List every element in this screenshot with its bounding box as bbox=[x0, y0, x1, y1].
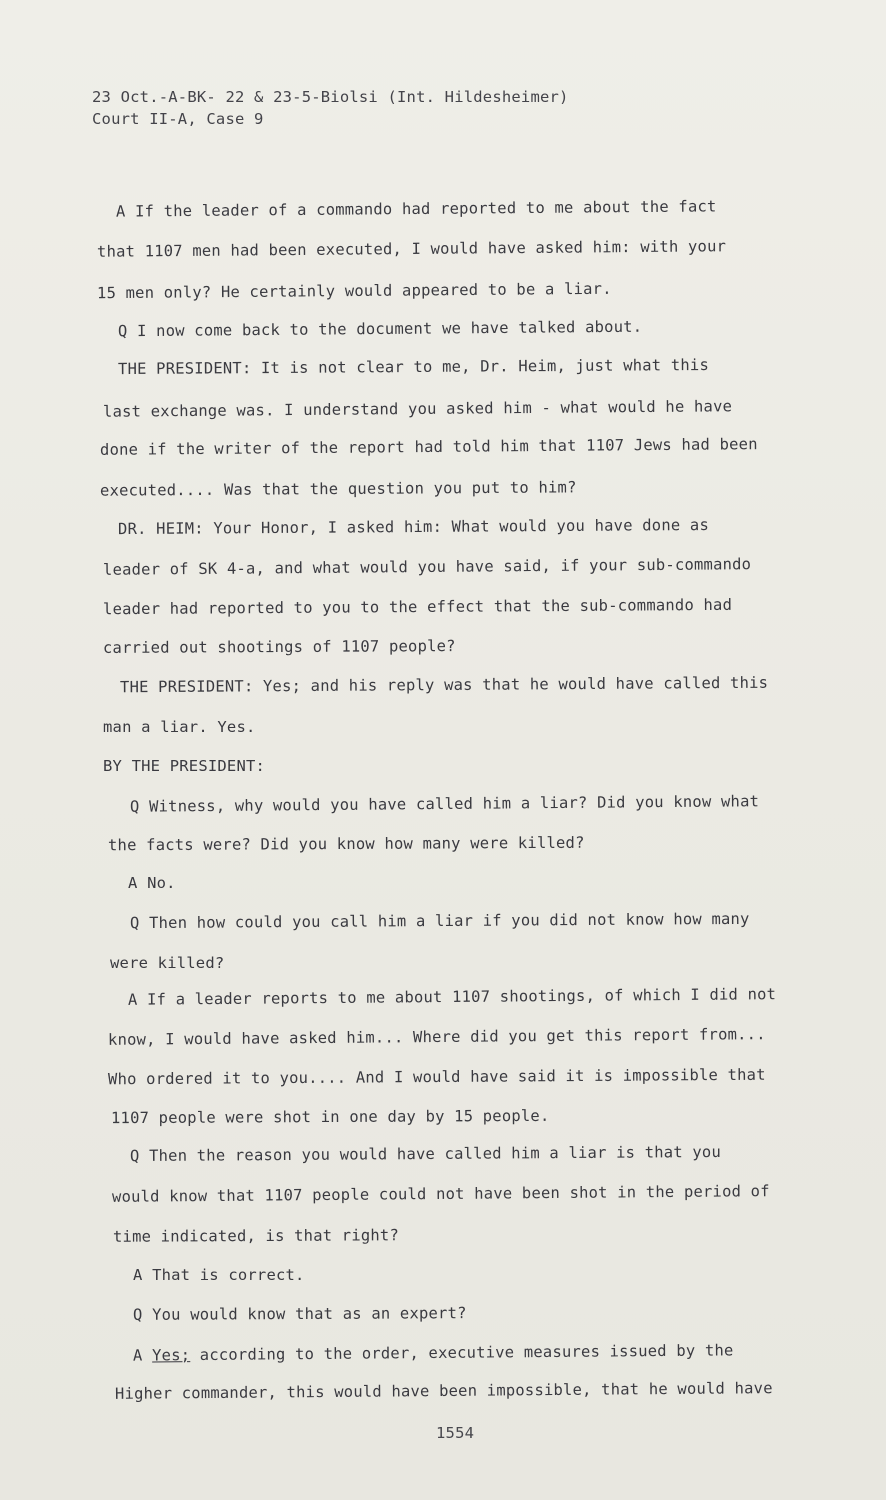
transcript-line: Who ordered it to you.... And I would have said it is impossible that bbox=[107, 1065, 766, 1089]
transcript-line: leader had reported to you to the effect that the sub-commando had bbox=[102, 595, 733, 619]
transcript-line: last exchange was. I understand you asked him - what would he have bbox=[102, 397, 733, 421]
transcript-line: leader of SK 4-a, and what would you have said, if your sub-commando bbox=[102, 555, 752, 579]
transcript-line: THE PRESIDENT: Yes; and his reply was that he would have called this bbox=[119, 673, 769, 697]
page-number: 1554 bbox=[436, 1424, 475, 1442]
transcript-line: man a liar. Yes. bbox=[103, 718, 256, 736]
transcript-line: A No. bbox=[128, 874, 176, 892]
answer-marker: A bbox=[132, 1346, 153, 1365]
transcript-line: Higher commander, this would have been impossible, that he would have bbox=[114, 1379, 773, 1403]
transcript-line: Q I now come back to the document we have talked about. bbox=[117, 317, 643, 341]
transcript-line: A That is correct. bbox=[133, 1266, 305, 1284]
transcript-line: know, I would have asked him... Where did you get this report from... bbox=[107, 1025, 766, 1049]
transcript-line: Q Then the reason you would have called him a liar is that you bbox=[129, 1142, 722, 1166]
transcript-line: carried out shootings of 1107 people? bbox=[102, 637, 456, 657]
document-header bbox=[92, 86, 569, 130]
transcript-line: executed.... Was that the question you put to him? bbox=[99, 478, 577, 500]
transcript-line: Q You would know that as an expert? bbox=[132, 1304, 467, 1324]
transcript-line: DR. HEIM: Your Honor, I asked him: What would you have done as bbox=[117, 515, 710, 539]
transcript-line: A If the leader of a commando had reported to me about the fact bbox=[115, 197, 717, 221]
transcript-line: Q Then how could you call him a liar if you did not know how many bbox=[129, 909, 750, 933]
transcript-line: BY THE PRESIDENT: bbox=[103, 757, 266, 775]
transcript-line: that 1107 men had been executed, I would have asked him: with your bbox=[96, 237, 727, 261]
transcript-line: A If a leader reports to me about 1107 shootings, of which I did not bbox=[127, 985, 777, 1009]
transcript-line: would know that 1107 people could not have been shot in the period of bbox=[111, 1182, 770, 1206]
transcript-line bbox=[133, 1341, 734, 1364]
transcript-line: done if the writer of the report had told him that 1107 Jews had been bbox=[99, 435, 758, 459]
transcript-line: 15 men only? He certainly would appeared to be a liar. bbox=[96, 279, 612, 303]
answer-text: according to the order, executive measures issued by the bbox=[190, 1341, 734, 1365]
header-line-2: Court II-A, Case 9 bbox=[92, 110, 264, 128]
transcript-line: 1107 people were shot in one day by 15 people. bbox=[110, 1106, 550, 1128]
transcript-line: time indicated, is that right? bbox=[112, 1226, 400, 1246]
transcript-line: the facts were? Did you know how many were killed? bbox=[107, 833, 585, 855]
underlined-yes: Yes; bbox=[152, 1346, 191, 1365]
transcript-line: THE PRESIDENT: It is not clear to me, Dr. Heim, just what this bbox=[117, 355, 710, 379]
transcript-line: Q Witness, why would you have called him a liar? Did you know what bbox=[129, 792, 760, 816]
transcript-line: were killed? bbox=[110, 954, 225, 972]
header-line-1: 23 Oct.-A-BK- 22 & 23-5-Biolsi (Int. Hildesheimer) bbox=[92, 88, 569, 106]
